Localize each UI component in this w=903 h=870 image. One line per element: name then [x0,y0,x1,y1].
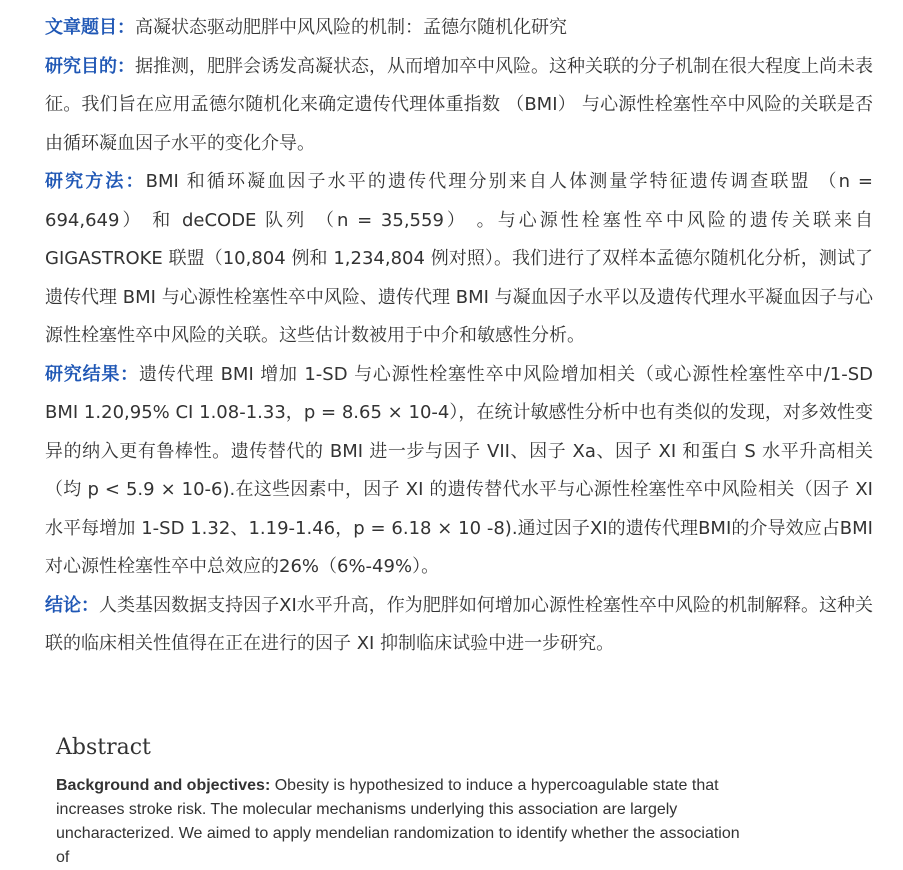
zh-objective-label: 研究目的： [45,55,135,77]
en-background-label: Background and objectives: [56,777,271,794]
zh-results-text: 遗传代理 BMI 增加 1-SD 与心源性栓塞性卒中风险增加相关（或心源性栓塞性卒中/1-SD BMI 1.20,95% CI 1.08-1.33，p = 8.65 × 10-4），在统计敏感性分析中也有类似的发现，对多效性变异的纳入更有鲁棒性。遗传替代的 BMI 进一步与因子 VII、因子 Xa、因子 XI 和蛋白 S 水平升高相关 （均 p < 5.9 × 10-6).在这些因素中，因子 XI 的遗传替代水平与心源性栓塞性卒中风险相关（因子 XI 水平每增加 1-SD 1.32、1.19-1.46，p = 6.18 × 10 -8).通过因子XI的遗传代理BMI的介导效应占BMI对心源性栓塞性卒中总效应的26%（6%-49%）。 [45,363,874,577]
en-background-text: Obesity is hypothesized to induce a hypercoagulable state that increases stroke risk. The molecular mechanisms underlying this association are largely uncharacterized. We aimed to apply mendelian randomization to identify whether the association of [56,777,740,866]
zh-methods-text: BMI 和循环凝血因子水平的遗传代理分别来自人体测量学特征遗传调查联盟 （n = 694,649） 和 deCODE 队列 （n = 35,559） 。与心源性栓塞性卒中风险的遗传关联来自 GIGASTROKE 联盟（10,804 例和 1,234,804 例对照）。我们进行了双样本孟德尔随机化分析，测试了遗传代理 BMI 与心源性栓塞性卒中风险、遗传代理 BMI 与凝血因子水平以及遗传代理水平凝血因子与心源性栓塞性卒中风险的关联。这些估计数被用于中介和敏感性分析。 [45,171,874,346]
zh-title-text: 高凝状态驱动肥胖中风风险的机制：孟德尔随机化研究 [135,17,567,38]
zh-results-paragraph [45,356,873,587]
zh-conclusion-label: 结论： [45,594,100,616]
zh-title-paragraph [45,9,873,48]
en-background-paragraph [56,774,756,870]
abstract-heading: Abstract [56,735,151,760]
zh-conclusion-text: 人类基因数据支持因子XI水平升高，作为肥胖如何增加心源性栓塞性卒中风险的机制解释。这种关联的临床相关性值得在正在进行的因子 XI 抑制临床试验中进一步研究。 [45,594,874,654]
zh-title-label: 文章题目： [45,17,135,38]
zh-objective-text: 据推测，肥胖会诱发高凝状态，从而增加卒中风险。这种关联的分子机制在很大程度上尚未表征。我们旨在应用孟德尔随机化来确定遗传代理体重指数 （BMI） 与心源性栓塞性卒中风险的关联是否由循环凝血因子水平的变化介导。 [45,55,873,154]
english-abstract [56,728,756,870]
zh-results-label: 研究结果： [45,363,139,385]
zh-conclusion-paragraph [45,587,873,664]
chinese-summary [45,9,873,664]
zh-objective-paragraph [45,48,873,164]
zh-methods-label: 研究方法： [45,171,146,192]
zh-methods-paragraph [45,163,873,356]
